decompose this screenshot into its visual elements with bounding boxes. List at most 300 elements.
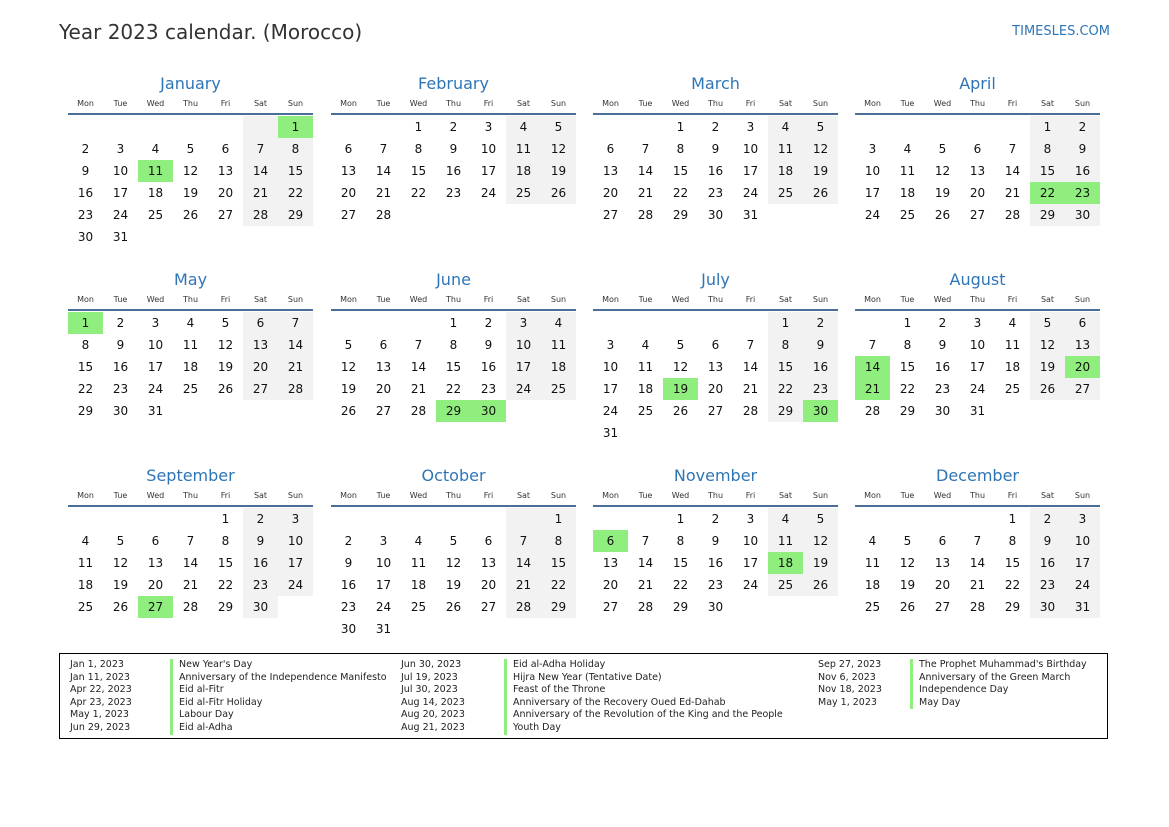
day-cell[interactable]: 24 <box>147 382 164 396</box>
day-cell[interactable]: 2 <box>116 316 125 330</box>
day-cell[interactable]: 25 <box>899 208 916 222</box>
day-cell[interactable]: 17 <box>742 556 759 570</box>
day-cell[interactable]: 23 <box>1065 182 1100 204</box>
day-cell[interactable]: 11 <box>410 556 427 570</box>
day-cell[interactable]: 16 <box>445 164 462 178</box>
day-cell[interactable]: 23 <box>445 186 462 200</box>
day-cell[interactable]: 24 <box>742 578 759 592</box>
day-cell[interactable]: 7 <box>379 142 388 156</box>
day-cell[interactable]: 5 <box>903 534 912 548</box>
day-cell[interactable]: 9 <box>344 556 353 570</box>
day-cell[interactable]: 15 <box>1004 556 1021 570</box>
day-cell[interactable]: 10 <box>506 334 541 356</box>
day-cell[interactable]: 16 <box>934 360 951 374</box>
day-cell[interactable]: 27 <box>375 404 392 418</box>
day-cell[interactable]: 30 <box>471 400 506 422</box>
day-cell[interactable]: 20 <box>602 578 619 592</box>
day-cell[interactable]: 29 <box>768 400 803 422</box>
day-cell[interactable]: 8 <box>1008 534 1017 548</box>
day-cell[interactable]: 3 <box>506 312 541 334</box>
day-cell[interactable]: 19 <box>217 360 234 374</box>
day-cell[interactable]: 3 <box>1065 508 1100 530</box>
day-cell[interactable]: 5 <box>344 338 353 352</box>
day-cell[interactable]: 26 <box>672 404 689 418</box>
day-cell[interactable]: 22 <box>445 382 462 396</box>
day-cell[interactable]: 19 <box>663 378 698 400</box>
day-cell[interactable]: 14 <box>1004 164 1021 178</box>
day-cell[interactable]: 18 <box>899 186 916 200</box>
day-cell[interactable]: 11 <box>506 138 541 160</box>
day-cell[interactable]: 26 <box>803 574 838 596</box>
day-cell[interactable]: 6 <box>711 338 720 352</box>
day-cell[interactable]: 11 <box>182 338 199 352</box>
day-cell[interactable]: 21 <box>855 378 890 400</box>
day-cell[interactable]: 6 <box>379 338 388 352</box>
day-cell[interactable]: 22 <box>410 186 427 200</box>
day-cell[interactable]: 22 <box>1030 182 1065 204</box>
day-cell[interactable]: 3 <box>606 338 615 352</box>
day-cell[interactable]: 10 <box>864 164 881 178</box>
day-cell[interactable]: 27 <box>1065 378 1100 400</box>
day-cell[interactable]: 21 <box>1004 186 1021 200</box>
day-cell[interactable]: 3 <box>746 512 755 526</box>
day-cell[interactable]: 3 <box>278 508 313 530</box>
day-cell[interactable]: 26 <box>112 600 129 614</box>
day-cell[interactable]: 6 <box>938 534 947 548</box>
day-cell[interactable]: 29 <box>436 400 471 422</box>
day-cell[interactable]: 28 <box>375 208 392 222</box>
day-cell[interactable]: 14 <box>410 360 427 374</box>
day-cell[interactable]: 12 <box>112 556 129 570</box>
day-cell[interactable]: 5 <box>1030 312 1065 334</box>
day-cell[interactable]: 30 <box>1030 596 1065 618</box>
day-cell[interactable]: 22 <box>77 382 94 396</box>
day-cell[interactable]: 27 <box>934 600 951 614</box>
day-cell[interactable]: 20 <box>480 578 497 592</box>
day-cell[interactable]: 1 <box>449 316 458 330</box>
day-cell[interactable]: 17 <box>602 382 619 396</box>
day-cell[interactable]: 21 <box>375 186 392 200</box>
day-cell[interactable]: 15 <box>217 556 234 570</box>
day-cell[interactable]: 25 <box>768 182 803 204</box>
day-cell[interactable]: 10 <box>278 530 313 552</box>
day-cell[interactable]: 7 <box>186 534 195 548</box>
day-cell[interactable]: 24 <box>1065 574 1100 596</box>
brand-link[interactable]: TIMESLES.COM <box>1012 24 1110 39</box>
day-cell[interactable]: 6 <box>1065 312 1100 334</box>
day-cell[interactable]: 20 <box>147 578 164 592</box>
day-cell[interactable]: 16 <box>480 360 497 374</box>
day-cell[interactable]: 9 <box>1030 530 1065 552</box>
day-cell[interactable]: 26 <box>445 600 462 614</box>
day-cell[interactable]: 23 <box>243 574 278 596</box>
day-cell[interactable]: 29 <box>278 204 313 226</box>
day-cell[interactable]: 23 <box>340 600 357 614</box>
day-cell[interactable]: 6 <box>344 142 353 156</box>
day-cell[interactable]: 20 <box>707 382 724 396</box>
day-cell[interactable]: 28 <box>637 208 654 222</box>
day-cell[interactable]: 12 <box>445 556 462 570</box>
day-cell[interactable]: 13 <box>1065 334 1100 356</box>
day-cell[interactable]: 20 <box>969 186 986 200</box>
day-cell[interactable]: 27 <box>969 208 986 222</box>
day-cell[interactable]: 20 <box>375 382 392 396</box>
day-cell[interactable]: 26 <box>182 208 199 222</box>
day-cell[interactable]: 9 <box>81 164 90 178</box>
day-cell[interactable]: 25 <box>541 378 576 400</box>
day-cell[interactable]: 11 <box>541 334 576 356</box>
day-cell[interactable]: 22 <box>541 574 576 596</box>
day-cell[interactable]: 9 <box>938 338 947 352</box>
day-cell[interactable]: 19 <box>112 578 129 592</box>
day-cell[interactable]: 16 <box>1065 160 1100 182</box>
day-cell[interactable]: 8 <box>81 338 90 352</box>
day-cell[interactable]: 4 <box>768 508 803 530</box>
day-cell[interactable]: 27 <box>340 208 357 222</box>
day-cell[interactable]: 23 <box>480 382 497 396</box>
day-cell[interactable]: 4 <box>1008 316 1017 330</box>
day-cell[interactable]: 19 <box>934 186 951 200</box>
day-cell[interactable]: 26 <box>340 404 357 418</box>
day-cell[interactable]: 9 <box>803 334 838 356</box>
day-cell[interactable]: 24 <box>864 208 881 222</box>
day-cell[interactable]: 27 <box>602 600 619 614</box>
day-cell[interactable]: 1 <box>68 312 103 334</box>
day-cell[interactable]: 6 <box>484 534 493 548</box>
day-cell[interactable]: 29 <box>541 596 576 618</box>
day-cell[interactable]: 10 <box>602 360 619 374</box>
day-cell[interactable]: 8 <box>414 142 423 156</box>
day-cell[interactable]: 31 <box>742 208 759 222</box>
day-cell[interactable]: 28 <box>742 404 759 418</box>
day-cell[interactable]: 12 <box>340 360 357 374</box>
day-cell[interactable]: 12 <box>803 138 838 160</box>
day-cell[interactable]: 8 <box>541 530 576 552</box>
day-cell[interactable]: 18 <box>77 578 94 592</box>
day-cell[interactable]: 4 <box>506 116 541 138</box>
day-cell[interactable]: 2 <box>938 316 947 330</box>
day-cell[interactable]: 9 <box>711 142 720 156</box>
day-cell[interactable]: 6 <box>973 142 982 156</box>
day-cell[interactable]: 30 <box>707 208 724 222</box>
day-cell[interactable]: 14 <box>506 552 541 574</box>
day-cell[interactable]: 26 <box>217 382 234 396</box>
day-cell[interactable]: 6 <box>221 142 230 156</box>
day-cell[interactable]: 15 <box>768 356 803 378</box>
day-cell[interactable]: 17 <box>1065 552 1100 574</box>
day-cell[interactable]: 30 <box>707 600 724 614</box>
day-cell[interactable]: 28 <box>278 378 313 400</box>
day-cell[interactable]: 8 <box>903 338 912 352</box>
day-cell[interactable]: 9 <box>243 530 278 552</box>
day-cell[interactable]: 8 <box>1030 138 1065 160</box>
day-cell[interactable]: 4 <box>81 534 90 548</box>
day-cell[interactable]: 9 <box>449 142 458 156</box>
day-cell[interactable]: 12 <box>217 338 234 352</box>
day-cell[interactable]: 27 <box>217 208 234 222</box>
day-cell[interactable]: 6 <box>593 530 628 552</box>
day-cell[interactable]: 18 <box>1004 360 1021 374</box>
day-cell[interactable]: 21 <box>637 578 654 592</box>
day-cell[interactable]: 4 <box>768 116 803 138</box>
day-cell[interactable]: 9 <box>1065 138 1100 160</box>
day-cell[interactable]: 25 <box>864 600 881 614</box>
day-cell[interactable]: 8 <box>278 138 313 160</box>
day-cell[interactable]: 27 <box>243 378 278 400</box>
day-cell[interactable]: 27 <box>480 600 497 614</box>
day-cell[interactable]: 28 <box>969 600 986 614</box>
day-cell[interactable]: 22 <box>768 378 803 400</box>
day-cell[interactable]: 31 <box>602 426 619 440</box>
day-cell[interactable]: 5 <box>938 142 947 156</box>
day-cell[interactable]: 24 <box>112 208 129 222</box>
day-cell[interactable]: 5 <box>676 338 685 352</box>
day-cell[interactable]: 5 <box>803 508 838 530</box>
day-cell[interactable]: 31 <box>375 622 392 636</box>
day-cell[interactable]: 14 <box>742 360 759 374</box>
day-cell[interactable]: 29 <box>77 404 94 418</box>
day-cell[interactable]: 10 <box>969 338 986 352</box>
day-cell[interactable]: 4 <box>541 312 576 334</box>
day-cell[interactable]: 24 <box>742 186 759 200</box>
day-cell[interactable]: 7 <box>414 338 423 352</box>
day-cell[interactable]: 3 <box>973 316 982 330</box>
day-cell[interactable]: 23 <box>77 208 94 222</box>
day-cell[interactable]: 11 <box>768 530 803 552</box>
day-cell[interactable]: 24 <box>969 382 986 396</box>
day-cell[interactable]: 14 <box>637 164 654 178</box>
day-cell[interactable]: 18 <box>506 160 541 182</box>
day-cell[interactable]: 15 <box>1030 160 1065 182</box>
day-cell[interactable]: 13 <box>243 334 278 356</box>
day-cell[interactable]: 16 <box>243 552 278 574</box>
day-cell[interactable]: 29 <box>217 600 234 614</box>
day-cell[interactable]: 10 <box>1065 530 1100 552</box>
day-cell[interactable]: 8 <box>221 534 230 548</box>
day-cell[interactable]: 4 <box>868 534 877 548</box>
day-cell[interactable]: 13 <box>602 556 619 570</box>
day-cell[interactable]: 21 <box>742 382 759 396</box>
day-cell[interactable]: 26 <box>541 182 576 204</box>
day-cell[interactable]: 1 <box>1030 116 1065 138</box>
day-cell[interactable]: 19 <box>803 160 838 182</box>
day-cell[interactable]: 29 <box>1004 600 1021 614</box>
day-cell[interactable]: 1 <box>676 120 685 134</box>
day-cell[interactable]: 10 <box>742 142 759 156</box>
day-cell[interactable]: 10 <box>480 142 497 156</box>
day-cell[interactable]: 30 <box>243 596 278 618</box>
day-cell[interactable]: 1 <box>541 508 576 530</box>
day-cell[interactable]: 14 <box>278 334 313 356</box>
day-cell[interactable]: 20 <box>1065 356 1100 378</box>
day-cell[interactable]: 2 <box>711 512 720 526</box>
day-cell[interactable]: 7 <box>868 338 877 352</box>
day-cell[interactable]: 6 <box>243 312 278 334</box>
day-cell[interactable]: 5 <box>186 142 195 156</box>
day-cell[interactable]: 17 <box>480 164 497 178</box>
day-cell[interactable]: 25 <box>77 600 94 614</box>
day-cell[interactable]: 19 <box>899 578 916 592</box>
day-cell[interactable]: 10 <box>375 556 392 570</box>
day-cell[interactable]: 11 <box>899 164 916 178</box>
day-cell[interactable]: 14 <box>969 556 986 570</box>
day-cell[interactable]: 28 <box>182 600 199 614</box>
day-cell[interactable]: 18 <box>182 360 199 374</box>
day-cell[interactable]: 16 <box>803 356 838 378</box>
day-cell[interactable]: 2 <box>1030 508 1065 530</box>
day-cell[interactable]: 22 <box>672 186 689 200</box>
day-cell[interactable]: 11 <box>138 160 173 182</box>
day-cell[interactable]: 22 <box>217 578 234 592</box>
day-cell[interactable]: 18 <box>541 356 576 378</box>
day-cell[interactable]: 23 <box>934 382 951 396</box>
day-cell[interactable]: 26 <box>899 600 916 614</box>
day-cell[interactable]: 29 <box>1030 204 1065 226</box>
day-cell[interactable]: 2 <box>344 534 353 548</box>
day-cell[interactable]: 15 <box>278 160 313 182</box>
day-cell[interactable]: 28 <box>1004 208 1021 222</box>
day-cell[interactable]: 7 <box>243 138 278 160</box>
day-cell[interactable]: 5 <box>116 534 125 548</box>
day-cell[interactable]: 16 <box>707 164 724 178</box>
day-cell[interactable]: 12 <box>1030 334 1065 356</box>
day-cell[interactable]: 19 <box>541 160 576 182</box>
day-cell[interactable]: 24 <box>375 600 392 614</box>
day-cell[interactable]: 1 <box>903 316 912 330</box>
day-cell[interactable]: 29 <box>672 208 689 222</box>
day-cell[interactable]: 13 <box>375 360 392 374</box>
day-cell[interactable]: 25 <box>1004 382 1021 396</box>
day-cell[interactable]: 22 <box>278 182 313 204</box>
day-cell[interactable]: 1 <box>768 312 803 334</box>
day-cell[interactable]: 25 <box>637 404 654 418</box>
day-cell[interactable]: 18 <box>768 552 803 574</box>
day-cell[interactable]: 4 <box>151 142 160 156</box>
day-cell[interactable]: 16 <box>1030 552 1065 574</box>
day-cell[interactable]: 2 <box>243 508 278 530</box>
day-cell[interactable]: 7 <box>641 534 650 548</box>
day-cell[interactable]: 30 <box>803 400 838 422</box>
day-cell[interactable]: 29 <box>672 600 689 614</box>
day-cell[interactable]: 11 <box>1004 338 1021 352</box>
day-cell[interactable]: 31 <box>112 230 129 244</box>
day-cell[interactable]: 7 <box>278 312 313 334</box>
day-cell[interactable]: 8 <box>768 334 803 356</box>
day-cell[interactable]: 16 <box>112 360 129 374</box>
day-cell[interactable]: 27 <box>602 208 619 222</box>
day-cell[interactable]: 21 <box>182 578 199 592</box>
day-cell[interactable]: 5 <box>541 116 576 138</box>
day-cell[interactable]: 9 <box>484 338 493 352</box>
day-cell[interactable]: 13 <box>934 556 951 570</box>
day-cell[interactable]: 24 <box>278 574 313 596</box>
day-cell[interactable]: 3 <box>746 120 755 134</box>
day-cell[interactable]: 10 <box>112 164 129 178</box>
day-cell[interactable]: 14 <box>855 356 890 378</box>
day-cell[interactable]: 18 <box>864 578 881 592</box>
day-cell[interactable]: 25 <box>182 382 199 396</box>
day-cell[interactable]: 23 <box>707 186 724 200</box>
day-cell[interactable]: 28 <box>864 404 881 418</box>
day-cell[interactable]: 11 <box>637 360 654 374</box>
day-cell[interactable]: 30 <box>1065 204 1100 226</box>
day-cell[interactable]: 26 <box>1030 378 1065 400</box>
day-cell[interactable]: 12 <box>803 530 838 552</box>
day-cell[interactable]: 6 <box>606 142 615 156</box>
day-cell[interactable]: 27 <box>707 404 724 418</box>
day-cell[interactable]: 13 <box>217 164 234 178</box>
day-cell[interactable]: 6 <box>151 534 160 548</box>
day-cell[interactable]: 30 <box>340 622 357 636</box>
day-cell[interactable]: 2 <box>449 120 458 134</box>
day-cell[interactable]: 28 <box>637 600 654 614</box>
day-cell[interactable]: 22 <box>899 382 916 396</box>
day-cell[interactable]: 8 <box>676 142 685 156</box>
day-cell[interactable]: 2 <box>484 316 493 330</box>
day-cell[interactable]: 9 <box>116 338 125 352</box>
day-cell[interactable]: 28 <box>410 404 427 418</box>
day-cell[interactable]: 23 <box>803 378 838 400</box>
day-cell[interactable]: 15 <box>672 556 689 570</box>
day-cell[interactable]: 2 <box>1065 116 1100 138</box>
day-cell[interactable]: 21 <box>410 382 427 396</box>
day-cell[interactable]: 14 <box>243 160 278 182</box>
day-cell[interactable]: 22 <box>1004 578 1021 592</box>
day-cell[interactable]: 2 <box>711 120 720 134</box>
day-cell[interactable]: 16 <box>707 556 724 570</box>
day-cell[interactable]: 18 <box>768 160 803 182</box>
day-cell[interactable]: 3 <box>868 142 877 156</box>
day-cell[interactable]: 21 <box>969 578 986 592</box>
day-cell[interactable]: 22 <box>672 578 689 592</box>
day-cell[interactable]: 2 <box>81 142 90 156</box>
day-cell[interactable]: 31 <box>1065 596 1100 618</box>
day-cell[interactable]: 24 <box>602 404 619 418</box>
day-cell[interactable]: 15 <box>672 164 689 178</box>
day-cell[interactable]: 13 <box>340 164 357 178</box>
day-cell[interactable]: 30 <box>77 230 94 244</box>
day-cell[interactable]: 13 <box>147 556 164 570</box>
day-cell[interactable]: 20 <box>217 186 234 200</box>
day-cell[interactable]: 30 <box>112 404 129 418</box>
day-cell[interactable]: 9 <box>711 534 720 548</box>
day-cell[interactable]: 5 <box>449 534 458 548</box>
day-cell[interactable]: 31 <box>969 404 986 418</box>
day-cell[interactable]: 12 <box>934 164 951 178</box>
day-cell[interactable]: 16 <box>77 186 94 200</box>
day-cell[interactable]: 21 <box>278 356 313 378</box>
day-cell[interactable]: 24 <box>480 186 497 200</box>
day-cell[interactable]: 15 <box>445 360 462 374</box>
day-cell[interactable]: 5 <box>803 116 838 138</box>
day-cell[interactable]: 15 <box>410 164 427 178</box>
day-cell[interactable]: 1 <box>278 116 313 138</box>
day-cell[interactable]: 11 <box>77 556 94 570</box>
day-cell[interactable]: 11 <box>864 556 881 570</box>
day-cell[interactable]: 31 <box>147 404 164 418</box>
day-cell[interactable]: 13 <box>707 360 724 374</box>
day-cell[interactable]: 27 <box>138 596 173 618</box>
day-cell[interactable]: 7 <box>746 338 755 352</box>
day-cell[interactable]: 23 <box>1030 574 1065 596</box>
day-cell[interactable]: 23 <box>112 382 129 396</box>
day-cell[interactable]: 18 <box>147 186 164 200</box>
day-cell[interactable]: 12 <box>182 164 199 178</box>
day-cell[interactable]: 12 <box>672 360 689 374</box>
day-cell[interactable]: 4 <box>186 316 195 330</box>
day-cell[interactable]: 19 <box>803 552 838 574</box>
day-cell[interactable]: 30 <box>934 404 951 418</box>
